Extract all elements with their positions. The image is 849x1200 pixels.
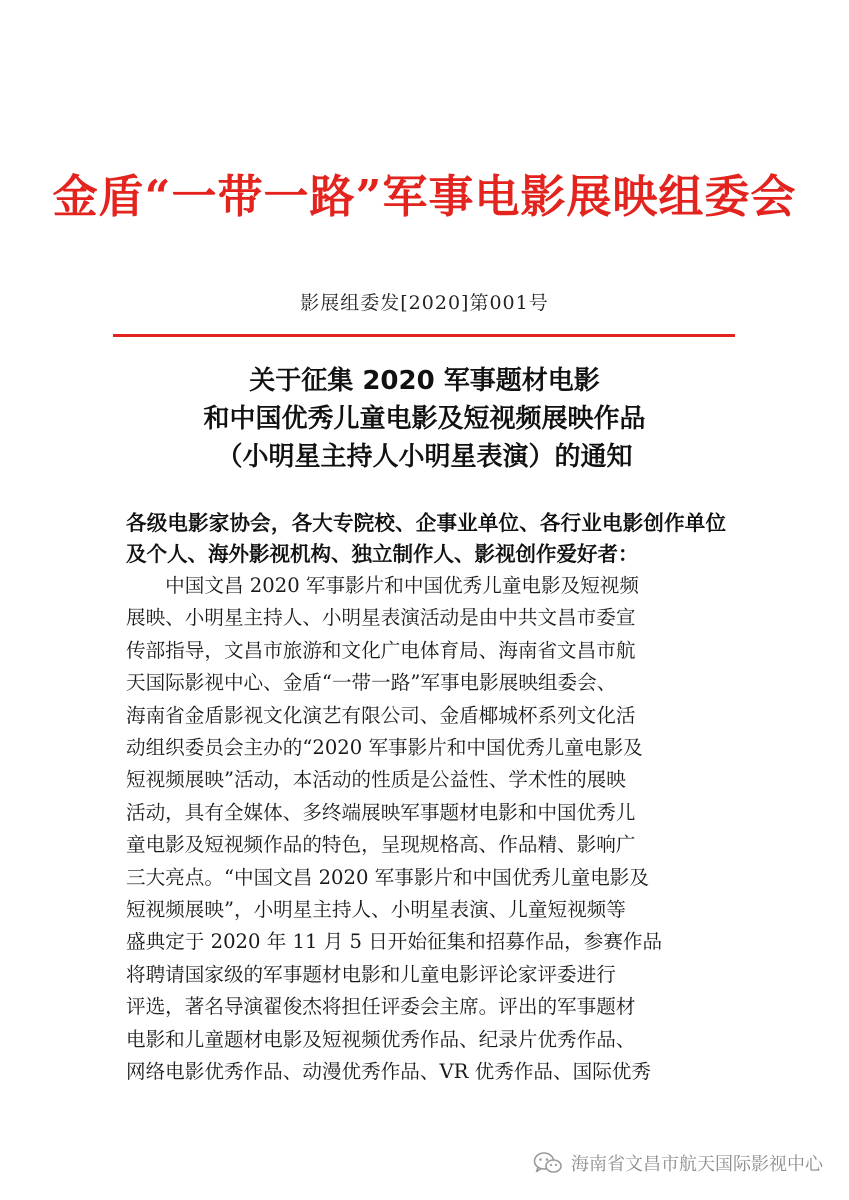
- body-line: 电影和儿童题材电影及短视频优秀作品、纪录片优秀作品、: [126, 1027, 636, 1051]
- body-line: 童电影及短视频作品的特色，呈现规格高、作品精、影响广: [126, 833, 636, 857]
- notice-title-line: （小明星主持人小明星表演）的通知: [216, 442, 633, 472]
- organization-header: 金盾“一带一路”军事电影展映组委会: [52, 170, 797, 223]
- body-line: 三大亮点。“中国文昌 2020 军事影片和中国优秀儿童电影及: [126, 865, 649, 889]
- red-divider: [113, 334, 735, 337]
- watermark-text: 海南省文昌市航天国际影视中心: [571, 1154, 823, 1175]
- salutation: 各级电影家协会，各大专院校、企事业单位、各行业电影创作单位及个人、海外影视机构、独立制作人、影视创作爱好者：: [126, 511, 726, 566]
- document-number: 影展组委发[2020]第001号: [300, 292, 549, 314]
- body-line: 动组织委员会主办的“2020 军事影片和中国优秀儿童电影及: [126, 736, 643, 760]
- wechat-watermark: [533, 1150, 823, 1176]
- wechat-icon: [533, 1151, 563, 1175]
- body-line: 短视频展映”活动，本活动的性质是公益性、学术性的展映: [126, 768, 626, 792]
- body-line: 短视频展映”，小明星主持人、小明星表演、儿童短视频等: [126, 898, 626, 922]
- body-line: 活动，具有全媒体、多终端展映军事题材电影和中国优秀儿: [126, 800, 636, 824]
- notice-title-line: 关于征集 2020 军事题材电影: [249, 366, 600, 396]
- body-line: 天国际影视中心、金盾“一带一路”军事电影展映组委会、: [126, 671, 617, 695]
- body-line: 盛典定于 2020 年 11 月 5 日开始征集和招募作品，参赛作品: [126, 930, 663, 954]
- notice-title: [0, 362, 849, 476]
- body-line: 评选，著名导演翟俊杰将担任评委会主席。评出的军事题材: [126, 995, 636, 1019]
- body-line: 中国文昌 2020 军事影片和中国优秀儿童电影及短视频: [126, 574, 639, 597]
- notice-title-line: 和中国优秀儿童电影及短视频展映作品: [203, 404, 646, 434]
- body-line: 海南省金盾影视文化演艺有限公司、金盾椰城杯系列文化活: [126, 703, 636, 727]
- body-line: 展映、小明星主持人、小明星表演活动是由中共文昌市委宣: [126, 606, 636, 630]
- body-line: 将聘请国家级的军事题材电影和儿童电影评论家评委进行: [126, 962, 616, 986]
- notice-body: [126, 570, 726, 1089]
- body-line: 传部指导，文昌市旅游和文化广电体育局、海南省文昌市航: [126, 638, 636, 662]
- body-line: 网络电影优秀作品、动漫优秀作品、VR 优秀作品、国际优秀: [126, 1060, 651, 1084]
